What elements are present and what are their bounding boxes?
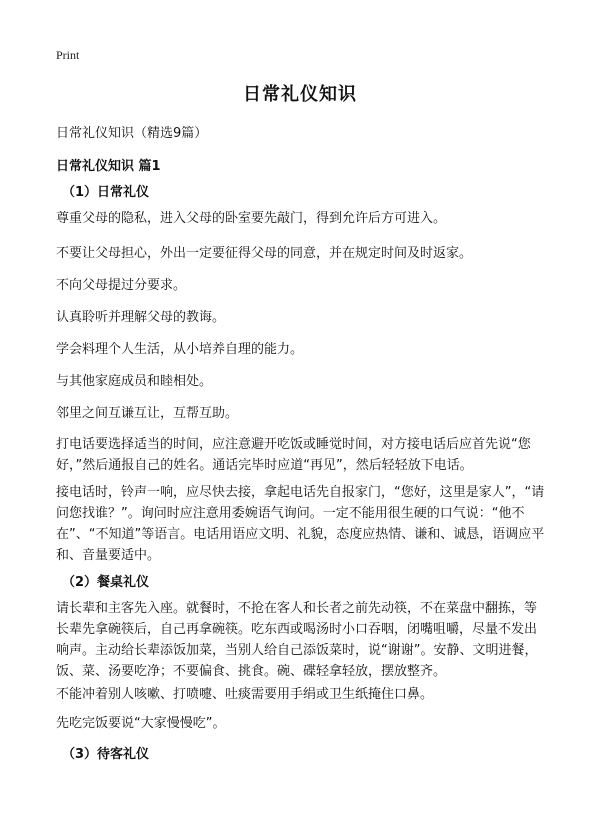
paragraph: 先吃完饭要说“大家慢慢吃”。 <box>56 716 226 731</box>
paragraph: 尊重父母的隐私，进入父母的卧室要先敲门，得到允许后方可进入。 <box>56 211 447 226</box>
paragraph: 与其他家庭成员和睦相处。 <box>56 374 213 389</box>
section-heading-hosting: （3）待客礼仪 <box>62 747 150 762</box>
section-heading-dining: （2）餐桌礼仪 <box>62 575 150 590</box>
print-link[interactable]: Print <box>56 48 80 62</box>
paragraph: 学会料理个人生活，从小培养自理的能力。 <box>56 342 304 357</box>
paragraph: 不向父母提过分要求。 <box>56 278 187 293</box>
section-heading-daily: （1）日常礼仪 <box>62 185 150 200</box>
paragraph: 请长辈和主客先入座。就餐时，不抢在客人和长者之前先动筷，不在菜盘中翻拣，等长辈先拿碗筷后，自己再拿碗筷。吃东西或喝汤时小口吞咽，闭嘴咀嚼，尽量不发出响声。主动给长辈添饭加菜，当别人给自己添饭菜时，说“谢谢”。安静、文明进餐，饭、菜、汤要吃净；不要偏食、挑食。碗、碟轻拿轻放，摆放整齐。 <box>56 601 538 679</box>
paragraph: 邻里之间互谦互让，互帮互助。 <box>56 406 239 421</box>
paragraph: 不能冲着别人咳嗽、打喷嚏、吐痰需要用手绢或卫生纸掩住口鼻。 <box>56 687 434 702</box>
page-title: 日常礼仪知识 <box>243 84 357 105</box>
article-heading: 日常礼仪知识 篇1 <box>56 159 161 174</box>
document-subtitle: 日常礼仪知识（精选9篇） <box>56 126 208 141</box>
paragraph: 接电话时，铃声一响，应尽快去接，拿起电话先自报家门，“您好，这里是家人”，“请问您找谁？”。询问时应注意用委婉语气询问。一定不能用很生硬的口气说：“他不在”、“不知道”等语言。电话用语应文明、礼貌，态度应热情、谦和、诚恳，语调应平和、音量要适中。 <box>56 485 545 563</box>
paragraph: 不要让父母担心，外出一定要征得父母的同意，并在规定时间及时返家。 <box>56 246 473 261</box>
paragraph: 打电话要选择适当的时间，应注意避开吃饭或睡觉时间，对方接电话后应首先说“您好，”然后通报自己的姓名。通话完毕时应道“再见”，然后轻轻放下电话。 <box>56 437 531 473</box>
paragraph: 认真聆听并理解父母的教诲。 <box>56 310 226 325</box>
